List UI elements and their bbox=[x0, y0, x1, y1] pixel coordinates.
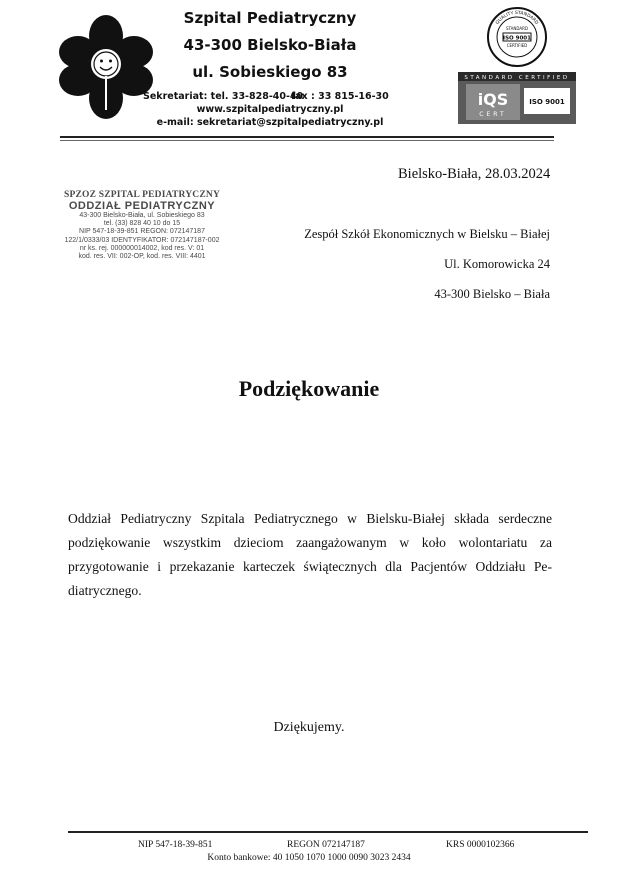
badge-brand-text: iQS bbox=[477, 90, 509, 109]
recipient-name: Zespół Szkół Ekonomicznych w Bielsku – Białej bbox=[304, 227, 550, 241]
recipient-street: Ul. Komorowicka 24 bbox=[444, 257, 550, 271]
letter-closing: Dziękujemy. bbox=[273, 720, 345, 735]
hospital-logo-icon bbox=[58, 14, 154, 122]
letter-title: Podziękowanie bbox=[238, 376, 380, 401]
hospital-website[interactable]: www.szpitalpediatryczny.pl bbox=[196, 104, 344, 115]
letter-body: Oddział Pediatryczny Szpitala Pediatrycznego w Bielsku-Białej składa serdeczne podziękowanie wszystkim dzieciom zaangażowanym w koło wolontariatu za przygotowanie i przekazanie karteczek świątecznych dla Pacjentów Oddziału Pe-diatrycznego. bbox=[68, 511, 552, 598]
hospital-fax: fax : 33 815-16-30 bbox=[291, 91, 389, 102]
hospital-phone: Sekretariat: tel. 33-828-40-40 bbox=[143, 91, 304, 102]
stamp-line-3: 43-300 Bielsko-Biała, ul. Sobieskiego 83 bbox=[79, 212, 205, 219]
letter-date: Bielsko-Biała, 28.03.2024 bbox=[398, 166, 551, 182]
iqs-cert-badge-icon bbox=[458, 72, 576, 124]
hospital-email[interactable]: e-mail: sekretariat@szpitalpediatryczny.pl bbox=[156, 117, 384, 128]
department-stamp bbox=[58, 190, 226, 261]
badge-sub-text: CERT bbox=[479, 111, 507, 118]
stamp-line-7: nr ks. rej. 000000014002, kod res. V: 01 bbox=[79, 244, 205, 252]
stamp-line-4: tel. (33) 828 40 10 do 15 bbox=[103, 220, 181, 228]
footer-divider bbox=[68, 831, 588, 833]
hospital-street: ul. Sobieskiego 83 bbox=[192, 63, 348, 81]
badge-header-text: STANDARD CERTIFIED bbox=[464, 75, 570, 81]
recipient-city: 43-300 Bielsko – Biała bbox=[434, 287, 550, 301]
footer-regon: REGON 072147187 bbox=[287, 840, 365, 850]
header-divider bbox=[60, 136, 554, 138]
hospital-city: 43-300 Bielsko-Biała bbox=[183, 36, 357, 54]
seal-top-text: QUALITY STANDARD bbox=[495, 10, 539, 26]
footer-bank-account: Konto bankowe: 40 1050 1070 1000 0090 3023 2434 bbox=[207, 853, 411, 863]
hospital-name: Szpital Pediatryczny bbox=[183, 9, 357, 27]
stamp-line-2: ODDZIAŁ PEDIATRYCZNY bbox=[68, 200, 216, 212]
header-divider-thin bbox=[60, 140, 554, 141]
iso-certified-seal-icon bbox=[486, 6, 548, 68]
stamp-line-6: 122/1/0333/03 IDENTYFIKATOR: 072147187-002 bbox=[64, 236, 220, 244]
footer-krs: KRS 0000102366 bbox=[446, 840, 515, 850]
badge-iso-text: ISO 9001 bbox=[529, 98, 565, 106]
seal-iso-text: ISO 9001 bbox=[503, 35, 531, 42]
seal-bottom-text: CERTIFIED bbox=[506, 43, 528, 48]
stamp-line-1: SPZOZ SZPITAL PEDIATRYCZNY bbox=[63, 190, 221, 200]
footer-nip: NIP 547-18-39-851 bbox=[138, 840, 213, 850]
stamp-line-5: NIP 547-18-39-851 REGON: 072147187 bbox=[79, 228, 205, 236]
stamp-line-8: kod. res. VII: 002-OP, kod. res. VIII: 4401 bbox=[78, 253, 206, 261]
seal-mid-text: STANDARD bbox=[505, 26, 529, 31]
